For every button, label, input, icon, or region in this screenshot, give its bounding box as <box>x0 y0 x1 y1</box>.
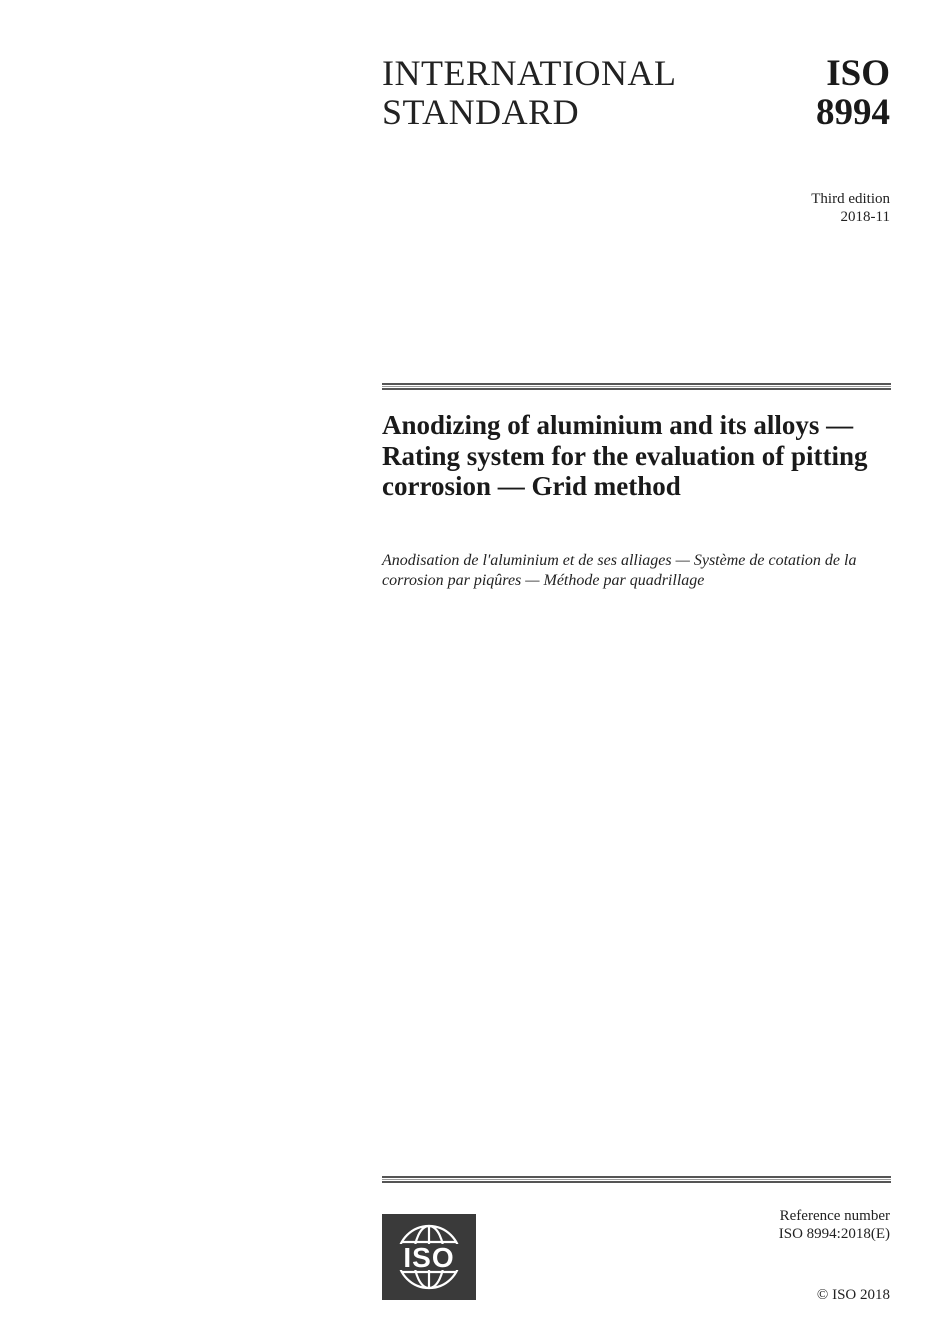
french-title: Anodisation de l'aluminium et de ses alliages — Système de cotation de la corrosion par piqûres — Méthode par quadrillage <box>382 552 857 589</box>
reference-label: Reference number <box>779 1208 890 1224</box>
reference-number: ISO 8994:2018(E) <box>778 1226 890 1242</box>
edition-info <box>811 190 890 226</box>
document-type-line1: INTERNATIONAL <box>382 53 677 93</box>
bottom-divider <box>382 1176 891 1183</box>
reference-info <box>779 1207 890 1243</box>
copyright-notice: © ISO 2018 <box>816 1287 890 1303</box>
document-type <box>382 54 676 132</box>
standard-designation <box>816 54 890 132</box>
iso-logo-text: ISO <box>403 1242 455 1273</box>
edition-label: Third edition <box>811 191 890 207</box>
edition-date: 2018-11 <box>840 209 890 225</box>
english-title: Anodizing of aluminium and its alloys — Rating system for the evaluation of pitting corrosion — Grid method <box>382 410 868 501</box>
document-type-line2: STANDARD <box>382 92 580 132</box>
standard-number: 8994 <box>816 92 890 133</box>
standard-prefix: ISO <box>826 53 890 94</box>
iso-logo-icon <box>382 1214 476 1300</box>
top-divider <box>382 383 891 390</box>
